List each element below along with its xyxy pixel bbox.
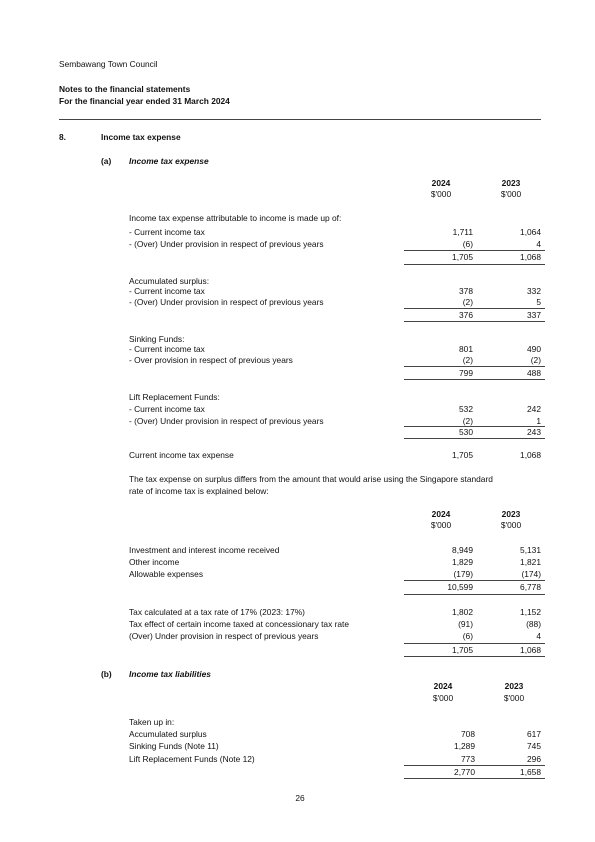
value-2024: (6) bbox=[462, 631, 473, 641]
col-header-2023: 2023 bbox=[501, 509, 521, 519]
total-2024: 376 bbox=[459, 310, 473, 320]
value-2024: 801 bbox=[459, 344, 473, 354]
value-2023: 1,068 bbox=[520, 450, 541, 460]
row-label: - Current income tax bbox=[129, 404, 205, 414]
total-2023: 6,778 bbox=[520, 582, 541, 592]
total-2024: 1,705 bbox=[452, 645, 473, 655]
row-label: - (Over) Under provision in respect of previous years bbox=[129, 239, 324, 249]
row-label: Tax calculated at a tax rate of 17% (2023: 17%) bbox=[129, 607, 305, 617]
row-label: - Over provision in respect of previous years bbox=[129, 355, 293, 365]
value-2024: (6) bbox=[462, 239, 473, 249]
part-b-letter: (b) bbox=[101, 669, 112, 679]
value-2024: (2) bbox=[462, 416, 473, 426]
value-2023: (88) bbox=[526, 619, 541, 629]
row-label: - (Over) Under provision in respect of previous years bbox=[129, 297, 324, 307]
total-2024: 1,705 bbox=[452, 252, 473, 262]
notes-title: Notes to the financial statements bbox=[59, 84, 191, 94]
col-header-2024: 2024 bbox=[431, 178, 451, 188]
row-label: - (Over) Under provision in respect of previous years bbox=[129, 416, 324, 426]
value-2023: 332 bbox=[527, 286, 541, 296]
value-2024: 708 bbox=[461, 729, 475, 739]
value-2023: (2) bbox=[530, 355, 541, 365]
value-2023: 242 bbox=[527, 404, 541, 414]
total-rule bbox=[404, 438, 545, 439]
subtotal-rule bbox=[404, 643, 545, 644]
row-label: Allowable expenses bbox=[129, 569, 204, 579]
current-expense-label: Current income tax expense bbox=[129, 450, 234, 460]
unit-2023: $'000 bbox=[500, 520, 522, 530]
value-2024: 1,802 bbox=[452, 607, 473, 617]
total-2023: 1,658 bbox=[520, 767, 541, 777]
value-2024: (2) bbox=[462, 355, 473, 365]
total-2024: 2,770 bbox=[454, 767, 475, 777]
subtotal-rule bbox=[404, 765, 545, 766]
part-a-title: Income tax expense bbox=[129, 156, 209, 166]
total-rule bbox=[404, 321, 545, 322]
section-title: Income tax expense bbox=[101, 132, 181, 142]
total-2024: 10,599 bbox=[447, 582, 473, 592]
value-2024: 1,705 bbox=[452, 450, 473, 460]
col-header-2024: 2024 bbox=[431, 509, 451, 519]
col-header-2024: 2024 bbox=[433, 681, 453, 691]
value-2024: 1,289 bbox=[454, 741, 475, 751]
sinking-title: Sinking Funds: bbox=[129, 334, 185, 344]
accumulated-title: Accumulated surplus: bbox=[129, 276, 210, 286]
subtotal-rule bbox=[404, 580, 545, 581]
header-divider bbox=[59, 119, 541, 120]
row-label: (Over) Under provision in respect of previous years bbox=[129, 631, 319, 641]
value-2024: 1,829 bbox=[452, 557, 473, 567]
total-2023: 243 bbox=[527, 427, 541, 437]
value-2023: 1,064 bbox=[520, 227, 541, 237]
value-2024: (2) bbox=[462, 297, 473, 307]
value-2023: 745 bbox=[527, 741, 541, 751]
row-label: Tax effect of certain income taxed at concessionary tax rate bbox=[129, 619, 350, 629]
row-label: Other income bbox=[129, 557, 180, 567]
value-2023: (174) bbox=[521, 569, 541, 579]
value-2023: 1,152 bbox=[520, 607, 541, 617]
row-label: Lift Replacement Funds (Note 12) bbox=[129, 754, 255, 764]
value-2023: 1 bbox=[536, 416, 541, 426]
value-2024: 378 bbox=[459, 286, 473, 296]
total-rule bbox=[404, 594, 545, 595]
total-rule bbox=[404, 379, 545, 380]
unit-2024: $'000 bbox=[432, 693, 454, 703]
reconciliation-text: rate of income tax is explained below: bbox=[129, 486, 269, 496]
value-2023: 5,131 bbox=[520, 545, 541, 555]
unit-2023: $'000 bbox=[503, 693, 525, 703]
value-2024: (179) bbox=[453, 569, 473, 579]
value-2023: 5 bbox=[536, 297, 541, 307]
value-2023: 1,821 bbox=[520, 557, 541, 567]
part-a-letter: (a) bbox=[101, 156, 112, 166]
value-2024: (91) bbox=[458, 619, 473, 629]
row-label: - Current income tax bbox=[129, 286, 205, 296]
col-header-2023: 2023 bbox=[501, 178, 521, 188]
reconciliation-text: The tax expense on surplus differs from the amount that would arise using the Singapore standard bbox=[129, 474, 493, 484]
unit-2024: $'000 bbox=[430, 520, 452, 530]
total-rule bbox=[404, 656, 545, 657]
page-number: 26 bbox=[295, 793, 305, 803]
row-label: Accumulated surplus bbox=[129, 729, 207, 739]
unit-2024: $'000 bbox=[430, 189, 452, 199]
total-rule bbox=[404, 778, 545, 779]
period-title: For the financial year ended 31 March 2024 bbox=[59, 96, 230, 106]
total-2023: 1,068 bbox=[520, 645, 541, 655]
subtotal-rule bbox=[404, 250, 545, 251]
intro-text: Taken up in: bbox=[129, 717, 175, 727]
entity-name: Sembawang Town Council bbox=[59, 59, 158, 69]
part-b-title: Income tax liabilities bbox=[129, 669, 211, 679]
row-label: Investment and interest income received bbox=[129, 545, 280, 555]
value-2023: 617 bbox=[527, 729, 541, 739]
subtotal-rule bbox=[404, 366, 545, 367]
total-rule bbox=[404, 264, 545, 265]
lift-title: Lift Replacement Funds: bbox=[129, 392, 220, 402]
total-2023: 337 bbox=[527, 310, 541, 320]
value-2023: 296 bbox=[527, 754, 541, 764]
total-2023: 1,068 bbox=[520, 252, 541, 262]
value-2024: 8,949 bbox=[452, 545, 473, 555]
row-label: - Current income tax bbox=[129, 344, 205, 354]
value-2024: 773 bbox=[461, 754, 475, 764]
value-2023: 4 bbox=[536, 239, 541, 249]
value-2023: 4 bbox=[536, 631, 541, 641]
value-2023: 490 bbox=[527, 344, 541, 354]
total-2024: 530 bbox=[459, 427, 473, 437]
value-2024: 532 bbox=[459, 404, 473, 414]
subtotal-rule bbox=[404, 308, 545, 309]
unit-2023: $'000 bbox=[500, 189, 522, 199]
intro-text: Income tax expense attributable to income is made up of: bbox=[129, 213, 342, 223]
value-2024: 1,711 bbox=[452, 227, 473, 237]
section-number: 8. bbox=[59, 132, 66, 142]
col-header-2023: 2023 bbox=[504, 681, 524, 691]
total-2024: 799 bbox=[459, 368, 473, 378]
row-label: - Current income tax bbox=[129, 227, 205, 237]
row-label: Sinking Funds (Note 11) bbox=[129, 741, 219, 751]
total-2023: 488 bbox=[527, 368, 541, 378]
